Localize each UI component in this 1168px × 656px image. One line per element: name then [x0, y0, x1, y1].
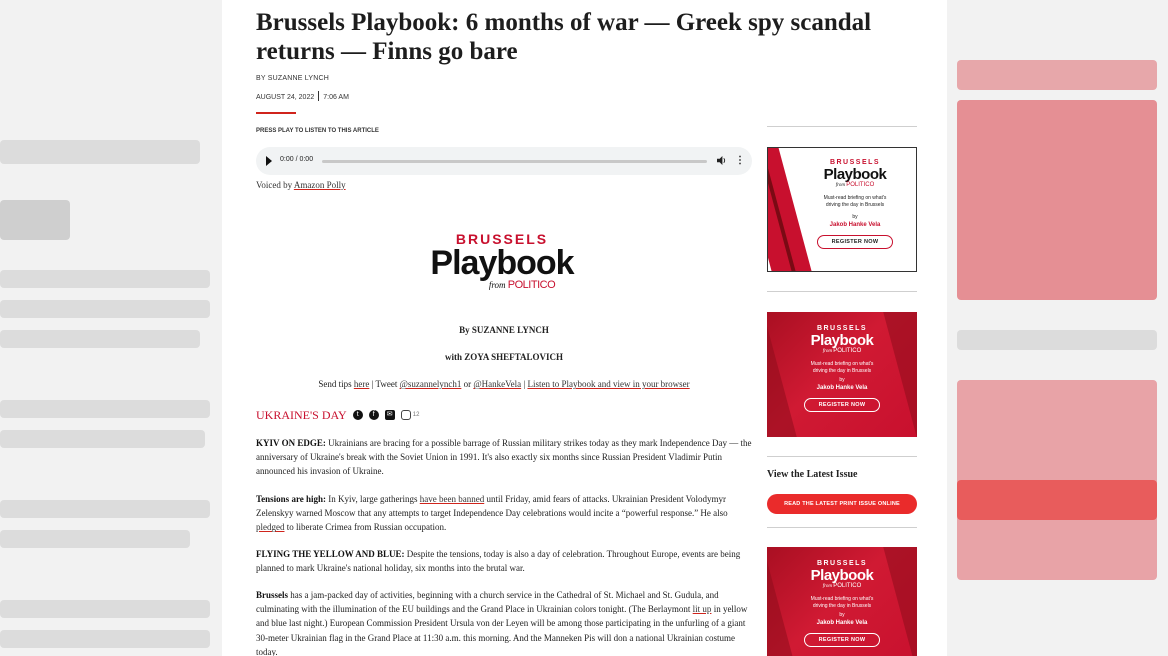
article-time: 7:06 AM — [323, 94, 349, 101]
ad-author: Jakob Hanke Vela — [816, 385, 868, 391]
article-date: AUGUST 24, 2022 — [256, 94, 315, 101]
paragraph-tensions-high — [256, 492, 753, 535]
ad-tagline-2: driving the day in Brussels — [812, 603, 872, 609]
ad-content — [798, 158, 912, 249]
ad-brussels: BRUSSELS — [816, 560, 868, 567]
ad-from-word: from — [822, 349, 832, 354]
comments-link[interactable] — [401, 410, 420, 420]
ad-playbook: Playbook — [810, 567, 874, 584]
p3-lead: FLYING THE YELLOW AND BLUE: — [256, 549, 405, 559]
logo-politico: POLITICO — [507, 279, 556, 291]
ad-tagline-1: Must-read briefing on what's — [810, 596, 874, 602]
audio-progress-track[interactable] — [322, 160, 707, 163]
twitter-icon[interactable]: t — [353, 410, 363, 420]
p4-lead: Brussels — [256, 590, 289, 600]
logo-playbook: Playbook — [430, 244, 574, 282]
ad-from-word: from — [835, 183, 845, 188]
suzanne-twitter-link[interactable]: @suzannelynch1 — [399, 379, 462, 389]
press-play-label: PRESS PLAY TO LISTEN TO THIS ARTICLE — [256, 128, 379, 134]
ad-from — [798, 182, 912, 189]
tips-line — [256, 379, 752, 389]
latest-issue-title: View the Latest Issue — [767, 469, 858, 480]
sidebar-divider — [767, 456, 917, 457]
credit-with: with ZOYA SHEFTALOVICH — [444, 352, 564, 362]
article-title: Brussels Playbook: 6 months of war — Greek spy scandal returns — Finns go bare — [256, 9, 872, 65]
sidebar-divider — [767, 291, 917, 292]
ad-content — [785, 324, 899, 412]
have-been-banned-link[interactable]: have been banned — [419, 494, 485, 504]
voiced-prefix: Voiced by — [256, 180, 293, 190]
register-now-button[interactable]: REGISTER NOW — [817, 235, 894, 249]
audio-player[interactable] — [256, 147, 752, 175]
ad-from — [785, 348, 899, 355]
tips-sep1: | Tweet — [369, 379, 400, 389]
volume-icon[interactable] — [717, 155, 726, 166]
date-separator — [318, 91, 319, 101]
ad-politico: POLITICO — [833, 583, 862, 589]
audio-time: 0:00 / 0:00 — [280, 156, 314, 163]
ad-by: by — [852, 214, 858, 220]
ad-tagline-1: Must-read briefing on what's — [810, 361, 874, 367]
section-header — [256, 407, 419, 423]
ad-politico: POLITICO — [833, 348, 862, 354]
section-title: UKRAINE'S DAY — [256, 407, 347, 422]
ad-author: Jakob Hanke Vela — [829, 222, 881, 228]
comments-count: 12 — [412, 412, 420, 418]
sidebar-divider — [767, 527, 917, 528]
ad-tagline-2: driving the day in Brussels — [825, 202, 885, 208]
ad-brussels: BRUSSELS — [829, 159, 881, 166]
ad-tagline — [785, 596, 899, 610]
p2-lead: Tensions are high: — [256, 494, 327, 504]
ad-brussels: BRUSSELS — [816, 325, 868, 332]
ad-playbook: Playbook — [810, 332, 874, 349]
ad-by: by — [839, 377, 845, 383]
ad-politico: POLITICO — [846, 182, 875, 188]
comment-icon — [401, 410, 411, 420]
paragraph-kyiv-on-edge — [256, 436, 753, 479]
listen-in-browser-link[interactable]: Listen to Playbook and view in your browser — [527, 379, 690, 389]
register-now-button[interactable]: REGISTER NOW — [804, 398, 881, 412]
pledged-link[interactable]: pledged — [256, 522, 285, 533]
p2-text-a: In Kyiv, large gatherings — [326, 494, 420, 504]
ad-playbook: Playbook — [823, 166, 887, 183]
ad-author: Jakob Hanke Vela — [816, 620, 868, 626]
amazon-polly-link[interactable]: Amazon Polly — [293, 180, 346, 190]
sidebar-divider — [767, 126, 917, 127]
p2-text-c: to liberate Crimea from Russian occupation. — [284, 522, 447, 533]
voiced-by — [256, 180, 346, 190]
p1-text: Ukrainians are bracing for a possible barrage of Russian military strikes today as they mark Independence Day — the anniversary of Ukraine's break with the Soviet Union in 1991. It's also exactly six months since Russian President Vladimir Putin announced his invasion of Ukraine. — [256, 438, 752, 477]
ad-content — [785, 559, 899, 647]
tips-or: or — [461, 379, 474, 389]
playbook-ad-red[interactable] — [767, 312, 917, 437]
p3-text: Despite the tensions, today is also a day of celebration. Throughout Europe, events are being planned to mark Ukraine's national holiday, six months into the brutal war. — [256, 549, 741, 574]
tips-here-link[interactable]: here — [353, 379, 370, 389]
facebook-icon[interactable]: f — [369, 410, 379, 420]
logo-from-word: from — [488, 280, 506, 290]
paragraph-brussels — [256, 588, 753, 656]
ad-by: by — [839, 612, 845, 618]
register-now-button[interactable]: REGISTER NOW — [804, 633, 881, 647]
playbook-ad-red[interactable] — [767, 547, 917, 656]
ad-from-word: from — [822, 584, 832, 589]
tips-sep2: | — [521, 379, 528, 389]
p4-text-b: in yellow and blue last night.) European Commission President Ursula von der Leyen will be among those participating in the unfurling of a giant 30-meter Ukrainian flag in the Grand Place at 11:30 a.m. this morning. And the Manneken Pis will don a national Ukrainian costume today. — [256, 604, 748, 656]
title-divider — [256, 112, 296, 114]
ad-from — [785, 583, 899, 590]
p1-lead: KYIV ON EDGE: — [256, 438, 326, 448]
article-dateline — [256, 91, 349, 101]
more-options-icon[interactable]: ⋮ — [735, 155, 745, 166]
p2-text-b: until Friday, amid fears of attacks. Ukrainian President Volodymyr Zelenskyy warned Moscow that any attempts to target Independence Day celebrations would incite a “powerful response.” He also — [256, 494, 728, 519]
ad-tagline — [798, 195, 912, 209]
ad-tagline — [785, 361, 899, 375]
tips-prefix: Send tips — [318, 379, 352, 389]
ad-tagline-1: Must-read briefing on what's — [823, 195, 887, 201]
read-latest-issue-button[interactable]: READ THE LATEST PRINT ISSUE ONLINE — [767, 494, 917, 514]
background-blur-right — [947, 0, 1168, 656]
playbook-ad-white[interactable] — [767, 147, 917, 272]
article-byline: BY SUZANNE LYNCH — [256, 75, 329, 82]
logo-brussels: BRUSSELS — [455, 231, 549, 247]
paragraph-yellow-blue — [256, 547, 753, 575]
credit-by: By SUZANNE LYNCH — [459, 325, 549, 335]
background-blur-left — [0, 0, 222, 656]
play-icon[interactable] — [266, 156, 272, 166]
p4-text-a: has a jam-packed day of activities, beginning with a church service in the Cathedral of St. Michael and St. Gudula, and culminating with the illumination of the EU buildings and the Grand Place in Ukrainian colors tonight. (The Berlaymont — [256, 590, 719, 615]
brussels-playbook-logo — [417, 232, 587, 291]
article-page — [222, 0, 947, 656]
ad-tagline-2: driving the day in Brussels — [812, 368, 872, 374]
email-icon[interactable]: ✉ — [385, 410, 395, 420]
lit-up-link[interactable]: lit up — [692, 604, 712, 615]
hanke-twitter-link[interactable]: @HankeVela — [473, 379, 522, 389]
